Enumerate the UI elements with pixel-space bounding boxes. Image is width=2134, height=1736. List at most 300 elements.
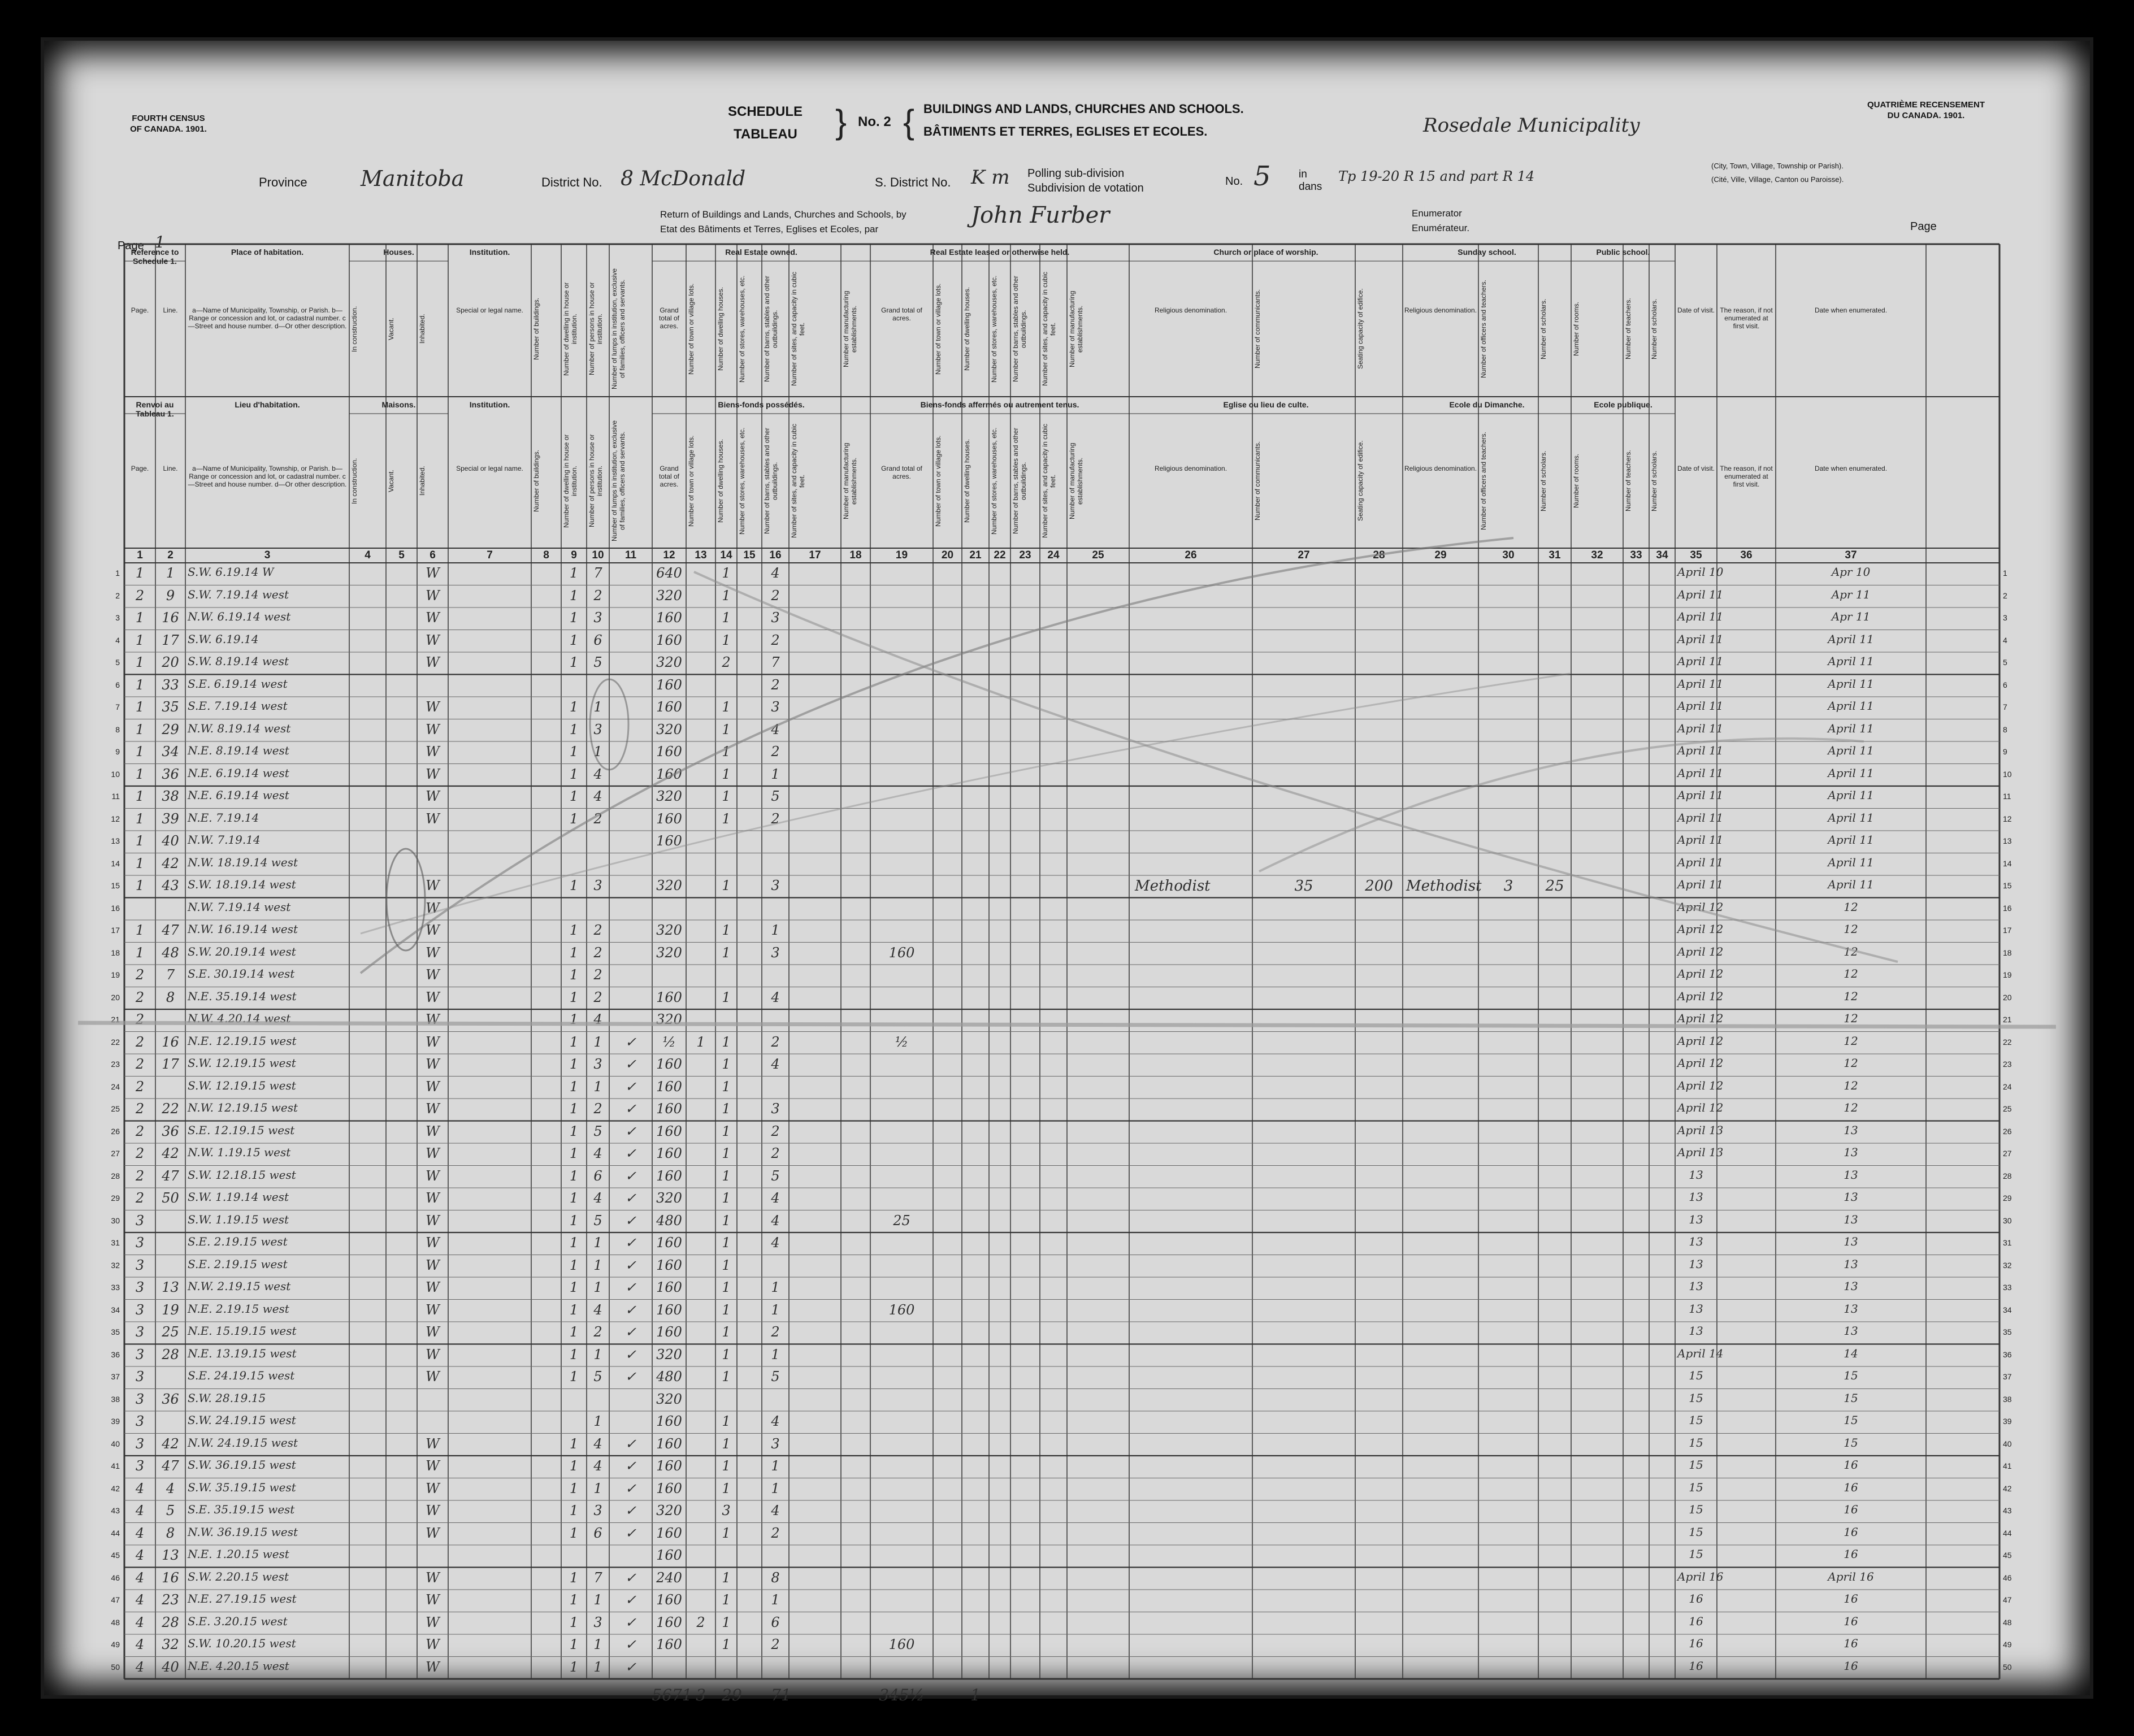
column-header-fr-24: Number of sites, and capacity in cubic feet. bbox=[1041, 423, 1057, 539]
cell-p: 2 bbox=[135, 1101, 145, 1117]
cell-c10: 2 bbox=[593, 989, 602, 1005]
row-number-right: 44 bbox=[2003, 1528, 2012, 1538]
cell-c16: 3 bbox=[771, 1435, 780, 1452]
cell-acres: 160 bbox=[656, 1145, 682, 1161]
cell-c14: 1 bbox=[722, 744, 731, 760]
enumerator-en: Enumerator bbox=[1412, 208, 1462, 219]
cell-c11: ✓ bbox=[624, 1637, 637, 1652]
cell-desc: S.W. 2.20.15 west bbox=[188, 1569, 289, 1583]
column-header-36: The reason, if not enumerated at first visit. bbox=[1720, 306, 1773, 330]
column-header-7: Special or legal name. bbox=[456, 306, 523, 314]
cell-c9: 1 bbox=[569, 1123, 579, 1139]
row-number: 18 bbox=[111, 948, 120, 957]
cell-l: 34 bbox=[162, 744, 179, 760]
cell-visit: April 11 bbox=[1677, 855, 1724, 869]
cell-c9: 1 bbox=[569, 1168, 579, 1184]
cell-c14: 1 bbox=[722, 1569, 731, 1586]
cell-c16: 5 bbox=[771, 788, 780, 804]
row-number-right: 26 bbox=[2003, 1126, 2012, 1136]
cell-c10: 1 bbox=[593, 1637, 602, 1652]
column-header-fr-35: Date of visit. bbox=[1677, 465, 1715, 472]
row-number: 50 bbox=[111, 1662, 120, 1672]
cell-c9: 1 bbox=[569, 788, 579, 804]
cell-inh: W bbox=[426, 1525, 440, 1541]
right-census-title: QUATRIÈME RECENSEMENT DU CANADA. 1901. bbox=[1867, 100, 1985, 120]
cell-c11: ✓ bbox=[624, 1034, 637, 1050]
column-number-7: 7 bbox=[487, 549, 493, 561]
column-number-29: 29 bbox=[1434, 549, 1447, 561]
cell-c9: 1 bbox=[569, 1458, 579, 1474]
section-reference-en: Reference to Schedule 1. bbox=[131, 248, 179, 266]
row-number: 23 bbox=[111, 1060, 120, 1069]
cell-c14: 1 bbox=[722, 989, 731, 1005]
cell-c14: 1 bbox=[722, 1525, 731, 1541]
cell-acres: 160 bbox=[656, 1547, 682, 1563]
cell-c16: 3 bbox=[771, 944, 780, 961]
cell-inh: W bbox=[426, 1435, 440, 1452]
cell-acres: 160 bbox=[656, 1458, 682, 1474]
cell-l: 13 bbox=[162, 1547, 179, 1563]
column-header-17: Number of sites, and capacity in cubic feet. bbox=[790, 271, 806, 387]
cell-enum: Apr 10 bbox=[1831, 565, 1871, 579]
cell-c14: 1 bbox=[722, 1480, 731, 1496]
cell-enum: 13 bbox=[1844, 1279, 1858, 1293]
column-header-28: Seating capacity of edifice. bbox=[1356, 288, 1364, 370]
cell-visit: April 12 bbox=[1677, 989, 1724, 1003]
cell-acres: 320 bbox=[656, 721, 682, 737]
column-header-fr-12: Grand total of acres. bbox=[658, 465, 680, 488]
cell-l: 28 bbox=[162, 1346, 179, 1362]
schedule-number: No. 2 bbox=[858, 114, 891, 129]
cell-c9: 1 bbox=[569, 565, 579, 581]
column-header-fr-17: Number of sites, and capacity in cubic feet. bbox=[790, 423, 806, 539]
column-header-fr-1: Page. bbox=[131, 465, 149, 472]
row-number-right: 46 bbox=[2003, 1573, 2012, 1582]
cell-desc: N.W. 4.20.14 west bbox=[188, 1012, 291, 1025]
cell-inh: W bbox=[426, 1101, 440, 1117]
cell-visit: 13 bbox=[1689, 1168, 1703, 1182]
column-number-35: 35 bbox=[1690, 549, 1702, 561]
cell-p: 1 bbox=[135, 855, 145, 871]
cell-c10: 6 bbox=[593, 632, 602, 648]
cell-visit: April 16 bbox=[1677, 1569, 1724, 1583]
cell-visit: 15 bbox=[1689, 1369, 1703, 1382]
row-number: 26 bbox=[111, 1126, 120, 1136]
column-number-14: 14 bbox=[720, 549, 732, 561]
cell-l: 39 bbox=[162, 810, 179, 827]
cell-c10: 4 bbox=[593, 1145, 602, 1161]
cell-desc: S.E. 2.19.15 west bbox=[188, 1235, 288, 1248]
cell-desc: S.W. 28.19.15 bbox=[188, 1391, 266, 1405]
cell-visit: 16 bbox=[1689, 1592, 1703, 1605]
cell-c16: 5 bbox=[771, 1168, 780, 1184]
cell-c14: 1 bbox=[722, 1190, 731, 1206]
cell-p: 1 bbox=[135, 744, 145, 760]
row-number-right: 7 bbox=[2003, 702, 2007, 711]
cell-inh: W bbox=[426, 1056, 440, 1072]
column-header-fr-30: Number of officers and teachers. bbox=[1480, 432, 1487, 530]
cell-enum: 13 bbox=[1844, 1324, 1858, 1338]
cell-desc: N.E. 2.19.15 west bbox=[188, 1301, 289, 1316]
cell-p: 1 bbox=[135, 721, 145, 737]
cell-c10: 4 bbox=[593, 1012, 602, 1027]
row-number-right: 42 bbox=[2003, 1483, 2012, 1493]
cell-inh: W bbox=[426, 1123, 440, 1139]
cell-c10: 7 bbox=[593, 1569, 602, 1586]
section-place-en: Place of habitation. bbox=[231, 248, 304, 257]
row-number-right: 4 bbox=[2003, 635, 2007, 645]
cell-c10: 5 bbox=[593, 1123, 602, 1139]
column-header-30: Number of officers and teachers. bbox=[1480, 280, 1487, 378]
row-number-right: 23 bbox=[2003, 1060, 2012, 1069]
cell-c9: 1 bbox=[569, 1480, 579, 1496]
cell-acres: 320 bbox=[656, 922, 682, 938]
section-realestate-en: Real Estate owned. bbox=[725, 248, 797, 257]
cell-c14: 1 bbox=[722, 1034, 731, 1050]
cell-p: 2 bbox=[135, 1012, 145, 1027]
cell-c10: 5 bbox=[593, 1369, 602, 1385]
column-header-20: Number of town or village lots. bbox=[934, 283, 942, 375]
cell-c16: 4 bbox=[771, 565, 780, 581]
cell-l: 40 bbox=[162, 833, 179, 849]
cell-l: 8 bbox=[166, 989, 175, 1005]
cell-desc: S.W. 12.19.15 west bbox=[188, 1056, 296, 1070]
cell-inh: W bbox=[426, 1458, 440, 1474]
column-header-4: In construction. bbox=[350, 306, 358, 352]
cell-c16: 3 bbox=[771, 878, 780, 893]
cell-c9: 1 bbox=[569, 1435, 579, 1452]
row-number: 36 bbox=[111, 1349, 120, 1359]
row-number-right: 31 bbox=[2003, 1238, 2012, 1247]
cell-c9: 1 bbox=[569, 967, 579, 983]
cell-c14: 1 bbox=[722, 721, 731, 737]
cell-l: 28 bbox=[162, 1614, 179, 1630]
cell-l: 17 bbox=[162, 632, 179, 648]
row-number-right: 32 bbox=[2003, 1260, 2012, 1270]
cell-visit: April 11 bbox=[1677, 833, 1724, 847]
section-church-en: Church or place of worship. bbox=[1213, 248, 1318, 257]
cell-l: 13 bbox=[162, 1279, 179, 1295]
cell-c9: 1 bbox=[569, 744, 579, 760]
cell-c14: 1 bbox=[722, 1168, 731, 1184]
cell-acres: 160 bbox=[656, 1056, 682, 1072]
cell-desc: S.E. 24.19.15 west bbox=[188, 1369, 295, 1382]
cell-p: 3 bbox=[135, 1257, 145, 1273]
column-number-10: 10 bbox=[592, 549, 604, 561]
cell-desc: N.W. 36.19.15 west bbox=[188, 1525, 298, 1539]
cell-inh: W bbox=[426, 1503, 440, 1518]
cell-visit: April 11 bbox=[1677, 632, 1724, 646]
cell-c16: 3 bbox=[771, 610, 780, 626]
cell-desc: S.W. 6.19.14 bbox=[188, 632, 259, 646]
cell-c10: 2 bbox=[593, 922, 602, 938]
cell-p: 2 bbox=[135, 989, 145, 1005]
cell-c11: ✓ bbox=[624, 1503, 637, 1518]
cell-visit: 15 bbox=[1689, 1503, 1703, 1516]
place-legend-fr: (Cité, Ville, Village, Canton ou Paroisse). bbox=[1711, 175, 1844, 184]
cell-c10: 1 bbox=[593, 1235, 602, 1251]
row-number: 33 bbox=[111, 1283, 120, 1292]
row-number-right: 6 bbox=[2003, 680, 2007, 689]
column-header-25: Number of manufacturing establishments. bbox=[1068, 290, 1084, 367]
column-header-32: Number of rooms. bbox=[1572, 301, 1580, 357]
cell-c10: 2 bbox=[593, 587, 602, 604]
cell-c10: 2 bbox=[593, 1101, 602, 1117]
cell-p: 1 bbox=[135, 878, 145, 893]
cell-c16: 4 bbox=[771, 721, 780, 737]
cell-l: 20 bbox=[162, 654, 179, 670]
cell-inh: W bbox=[426, 1324, 440, 1340]
column-header-8: Number of buildings. bbox=[532, 297, 540, 361]
cell-p: 2 bbox=[135, 587, 145, 604]
column-header-9: Number of dwelling in house or institution. bbox=[562, 282, 578, 376]
cell-visit: 13 bbox=[1689, 1235, 1703, 1248]
cell-enum: 14 bbox=[1844, 1346, 1858, 1360]
cell-acres: 160 bbox=[656, 1279, 682, 1295]
cell-c14: 1 bbox=[722, 1212, 731, 1229]
cell-inh: W bbox=[426, 1659, 440, 1675]
cell-desc: S.W. 18.19.14 west bbox=[188, 878, 296, 891]
cell-l: 16 bbox=[162, 1034, 179, 1050]
cell-visit: April 12 bbox=[1677, 1012, 1724, 1025]
cell-c16: 2 bbox=[771, 587, 780, 604]
cell-visit: April 11 bbox=[1677, 587, 1724, 601]
row-number: 32 bbox=[111, 1260, 120, 1270]
cell-acres: 320 bbox=[656, 1012, 682, 1027]
cell-p: 1 bbox=[135, 632, 145, 648]
cell-c10: 4 bbox=[593, 1301, 602, 1318]
row-number: 37 bbox=[111, 1372, 120, 1381]
cell-p: 1 bbox=[135, 810, 145, 827]
column-number-24: 24 bbox=[1047, 549, 1060, 561]
row-number: 41 bbox=[111, 1461, 120, 1470]
column-header-19: Grand total of acres. bbox=[881, 306, 922, 322]
cell-enum: 12 bbox=[1844, 967, 1858, 980]
cell-acres: 160 bbox=[656, 1614, 682, 1630]
cell-desc: S.W. 35.19.15 west bbox=[188, 1480, 296, 1494]
cell-c11: ✓ bbox=[624, 1525, 637, 1541]
cell-c10: 1 bbox=[593, 1346, 602, 1362]
column-number-18: 18 bbox=[849, 549, 862, 561]
column-number-15: 15 bbox=[743, 549, 756, 561]
cell-c16: 7 bbox=[771, 654, 780, 670]
cell-c14: 1 bbox=[722, 1078, 731, 1095]
cell-acres: 160 bbox=[656, 699, 682, 715]
cell-c16: 2 bbox=[771, 1525, 780, 1541]
cell-visit: April 13 bbox=[1677, 1145, 1724, 1159]
cell-enum: 16 bbox=[1844, 1480, 1858, 1494]
cell-inh: W bbox=[426, 565, 440, 581]
place-legend-en: (City, Town, Village, Township or Parish). bbox=[1711, 162, 1844, 170]
cell-inh: W bbox=[426, 610, 440, 626]
cell-acres: 160 bbox=[656, 744, 682, 760]
subdistrict-value: K m bbox=[971, 166, 1010, 189]
cell-inh: W bbox=[426, 1592, 440, 1608]
cell-visit: 13 bbox=[1689, 1190, 1703, 1204]
cell-acres: 160 bbox=[656, 1637, 682, 1652]
cell-visit: April 12 bbox=[1677, 922, 1724, 936]
cell-inh: W bbox=[426, 922, 440, 938]
cell-acres: 160 bbox=[656, 1257, 682, 1273]
cell-c10: 2 bbox=[593, 944, 602, 961]
column-header-24: Number of sites, and capacity in cubic feet. bbox=[1041, 271, 1057, 387]
column-header-fr-10: Number of persons in house or institution. bbox=[588, 434, 604, 528]
cell-visit: April 14 bbox=[1677, 1346, 1724, 1360]
cell-c14: 1 bbox=[722, 587, 731, 604]
column-header-34: Number of scholars. bbox=[1650, 298, 1658, 359]
row-number-right: 24 bbox=[2003, 1082, 2012, 1091]
polling-en: Polling sub-division bbox=[1027, 167, 1125, 180]
cell-c19: ½ bbox=[895, 1034, 909, 1050]
cell-c11: ✓ bbox=[624, 1212, 637, 1229]
cell-visit: 13 bbox=[1689, 1279, 1703, 1293]
row-number: 39 bbox=[111, 1417, 120, 1426]
cell-visit: April 13 bbox=[1677, 1123, 1724, 1137]
cell-acres: 160 bbox=[656, 1101, 682, 1117]
cell-desc: N.W. 24.19.15 west bbox=[188, 1435, 298, 1449]
column-number-16: 16 bbox=[769, 549, 782, 561]
column-number-11: 11 bbox=[624, 549, 637, 561]
row-number-right: 34 bbox=[2003, 1305, 2012, 1314]
sunday-religion: Methodist bbox=[1406, 878, 1482, 895]
sunday-scholars: 25 bbox=[1545, 878, 1564, 895]
cell-c10: 3 bbox=[593, 878, 602, 893]
row-number: 48 bbox=[111, 1617, 120, 1627]
church-religion: Methodist bbox=[1135, 878, 1211, 895]
cell-c16: 3 bbox=[771, 1101, 780, 1117]
cell-c16: 4 bbox=[771, 1503, 780, 1518]
cell-p: 1 bbox=[135, 944, 145, 961]
column-header-27: Number of communicants. bbox=[1253, 289, 1261, 369]
cell-inh: W bbox=[426, 944, 440, 961]
column-number-32: 32 bbox=[1591, 549, 1603, 561]
cell-p: 3 bbox=[135, 1324, 145, 1340]
cell-acres: 480 bbox=[656, 1369, 682, 1385]
cell-visit: April 11 bbox=[1677, 788, 1724, 802]
row-number: 12 bbox=[111, 814, 120, 823]
cell-p: 4 bbox=[135, 1569, 145, 1586]
row-number: 3 bbox=[115, 613, 120, 622]
cell-p: 2 bbox=[135, 967, 145, 983]
cell-c9: 1 bbox=[569, 1078, 579, 1095]
cell-c11: ✓ bbox=[624, 1592, 637, 1608]
cell-desc: N.E. 27.19.15 west bbox=[188, 1592, 297, 1605]
row-number-right: 8 bbox=[2003, 724, 2007, 734]
cell-inh: W bbox=[426, 1346, 440, 1362]
cell-acres: 320 bbox=[656, 1503, 682, 1518]
row-number-right: 36 bbox=[2003, 1349, 2012, 1359]
row-number-right: 27 bbox=[2003, 1149, 2012, 1158]
column-number-17: 17 bbox=[809, 549, 821, 561]
section-sunday-fr: Ecole du Dimanche. bbox=[1449, 400, 1525, 409]
column-number-12: 12 bbox=[663, 549, 675, 561]
place-note: Tp 19-20 R 15 and part R 14 bbox=[1338, 168, 1535, 184]
cell-p: 1 bbox=[135, 676, 145, 693]
cell-desc: S.E. 2.19.15 west bbox=[188, 1257, 288, 1271]
row-number: 47 bbox=[111, 1595, 120, 1604]
total-leased-acres: 345½ bbox=[879, 1686, 925, 1704]
cell-visit: April 12 bbox=[1677, 1056, 1724, 1070]
cell-c9: 1 bbox=[569, 1614, 579, 1630]
cell-c16: 4 bbox=[771, 1056, 780, 1072]
cell-enum: 12 bbox=[1844, 900, 1858, 914]
column-number-37: 37 bbox=[1845, 549, 1857, 561]
section-leased-fr: Biens-fonds affermés ou autrement tenus. bbox=[920, 400, 1079, 409]
cell-c14: 1 bbox=[722, 699, 731, 715]
cell-c10: 2 bbox=[593, 810, 602, 827]
cell-l: 16 bbox=[162, 610, 179, 626]
row-number: 34 bbox=[111, 1305, 120, 1314]
total-houses: 29 bbox=[722, 1686, 742, 1704]
cell-l: 50 bbox=[162, 1190, 179, 1206]
cell-enum: 13 bbox=[1844, 1168, 1858, 1182]
cell-acres: 320 bbox=[656, 1391, 682, 1407]
cell-p: 1 bbox=[135, 833, 145, 849]
row-number: 46 bbox=[111, 1573, 120, 1582]
row-number: 15 bbox=[111, 881, 120, 890]
row-number: 45 bbox=[111, 1551, 120, 1560]
section-institution-en: Institution. bbox=[469, 248, 510, 257]
cell-desc: S.W. 24.19.15 west bbox=[188, 1413, 296, 1427]
cell-c11: ✓ bbox=[624, 1168, 637, 1184]
column-number-4: 4 bbox=[365, 549, 371, 561]
row-number-right: 25 bbox=[2003, 1104, 2012, 1113]
cell-p: 1 bbox=[135, 699, 145, 715]
cell-desc: N.W. 12.19.15 west bbox=[188, 1101, 298, 1114]
row-number: 8 bbox=[115, 724, 120, 734]
cell-visit: April 12 bbox=[1677, 1101, 1724, 1114]
cell-c14: 1 bbox=[722, 1145, 731, 1161]
row-number-right: 40 bbox=[2003, 1439, 2012, 1448]
cell-enum: April 11 bbox=[1828, 833, 1874, 847]
cell-c16: 1 bbox=[771, 1301, 780, 1318]
row-number: 1 bbox=[115, 568, 120, 578]
cell-c10: 1 bbox=[593, 744, 602, 760]
cell-inh: W bbox=[426, 1212, 440, 1229]
cell-l: 43 bbox=[162, 878, 179, 893]
cell-enum: April 11 bbox=[1828, 721, 1874, 735]
cell-enum: April 11 bbox=[1828, 766, 1874, 780]
cell-p: 2 bbox=[135, 1190, 145, 1206]
cell-visit: 13 bbox=[1689, 1301, 1703, 1316]
cell-visit: April 11 bbox=[1677, 766, 1724, 780]
cell-visit: April 10 bbox=[1677, 565, 1724, 579]
enumerator-value: John Furber bbox=[971, 202, 1110, 228]
cell-c11: ✓ bbox=[624, 1190, 637, 1206]
row-number-right: 30 bbox=[2003, 1216, 2012, 1225]
cell-acres: 160 bbox=[656, 1123, 682, 1139]
cell-c14: 1 bbox=[722, 1346, 731, 1362]
cell-c10: 5 bbox=[593, 1212, 602, 1229]
cell-desc: N.E. 7.19.14 bbox=[188, 810, 259, 824]
cell-enum: 12 bbox=[1844, 944, 1858, 958]
column-header-fr-26: Religious denomination. bbox=[1154, 465, 1228, 472]
cell-c14: 1 bbox=[722, 632, 731, 648]
cell-inh: W bbox=[426, 721, 440, 737]
column-header-1: Page. bbox=[131, 306, 149, 314]
column-header-fr-27: Number of communicants. bbox=[1253, 441, 1261, 521]
cell-desc: S.W. 36.19.15 west bbox=[188, 1458, 296, 1472]
cell-visit: 15 bbox=[1689, 1435, 1703, 1449]
cell-visit: April 11 bbox=[1677, 721, 1724, 735]
cell-visit: 15 bbox=[1689, 1480, 1703, 1494]
row-number: 44 bbox=[111, 1528, 120, 1538]
cell-enum: 13 bbox=[1844, 1301, 1858, 1316]
cell-inh: W bbox=[426, 1257, 440, 1273]
cell-l: 36 bbox=[162, 1123, 179, 1139]
cell-c9: 1 bbox=[569, 1659, 579, 1675]
cell-c11: ✓ bbox=[624, 1324, 637, 1340]
